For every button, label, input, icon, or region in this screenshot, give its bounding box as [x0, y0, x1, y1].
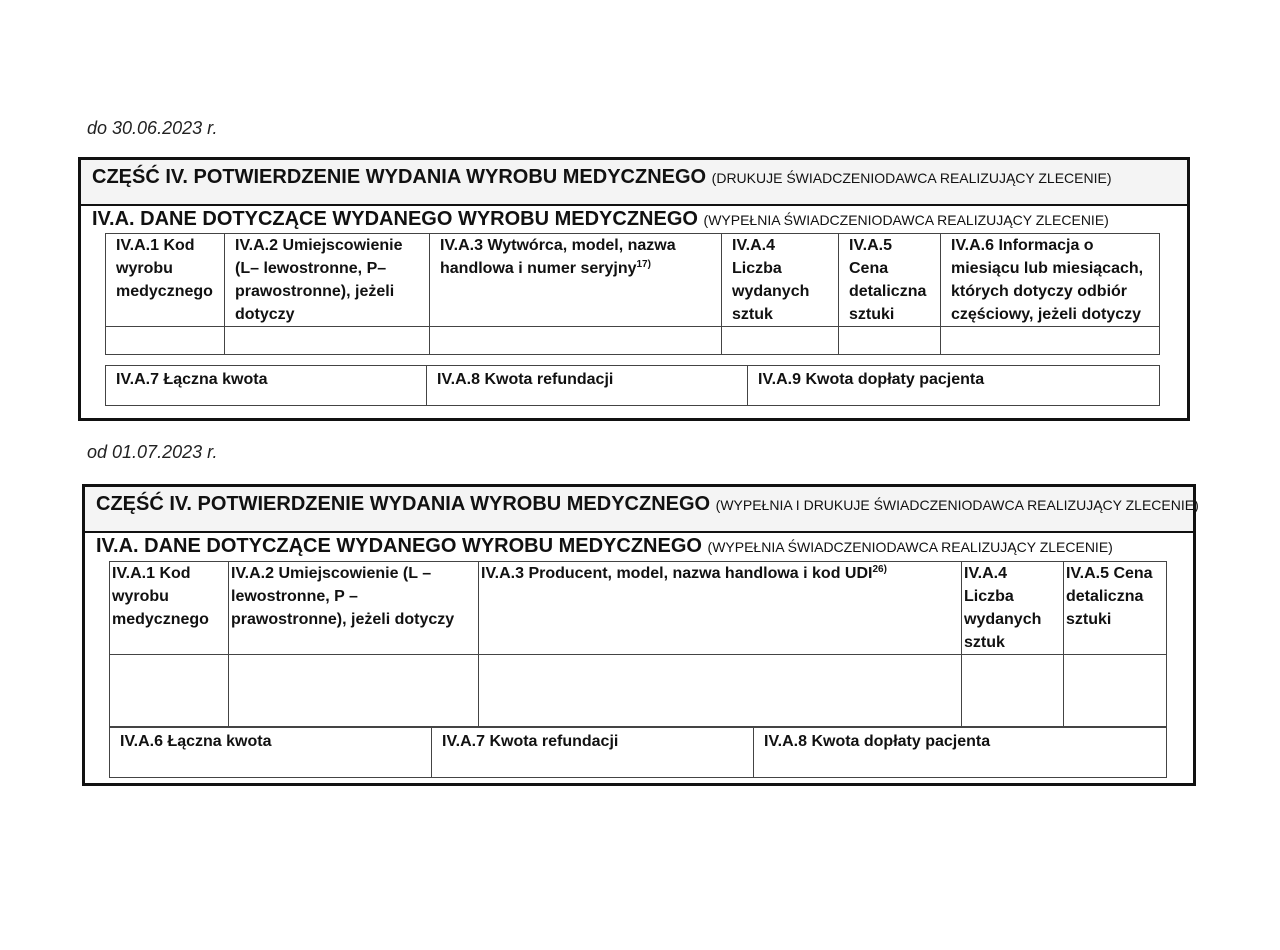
form-part-iv-new: [82, 484, 1199, 786]
refund-amount-field[interactable]: IV.A.7 Kwota refundacji: [432, 728, 754, 778]
section-title-text: IV.A. DANE DOTYCZĄCE WYDANEGO WYROBU MEDYCZNEGO: [92, 208, 698, 230]
column-header: IV.A.4 Liczba wydanych sztuk: [722, 234, 839, 327]
section-note: (WYPEŁNIA ŚWIADCZENIODAWCA REALIZUJĄCY ZLECENIE): [703, 212, 1109, 228]
date-label: do 30.06.2023 r.: [87, 118, 218, 138]
input-cell[interactable]: [110, 655, 229, 727]
patient-copay-field[interactable]: IV.A.9 Kwota dopłaty pacjenta: [748, 366, 1160, 406]
item-table: [105, 233, 1160, 355]
column-header: IV.A.4 Liczba wydanych sztuk: [962, 562, 1064, 655]
form-part-iv-old: [78, 157, 1190, 421]
footnote-marker: 17): [636, 259, 651, 270]
input-cell[interactable]: [106, 327, 225, 355]
input-cell[interactable]: [1064, 655, 1167, 727]
part-note: (DRUKUJE ŚWIADCZENIODAWCA REALIZUJĄCY ZLECENIE): [711, 170, 1112, 186]
input-cell[interactable]: [962, 655, 1064, 727]
column-header: IV.A.2 Umiejscowienie (L– lewostronne, P–prawostronne), jeżeli dotyczy: [225, 234, 430, 327]
patient-copay-field[interactable]: IV.A.8 Kwota dopłaty pacjenta: [754, 728, 1167, 778]
part-title: CZĘŚĆ IV. POTWIERDZENIE WYDANIA WYROBU MEDYCZNEGO: [92, 166, 707, 188]
column-header: IV.A.2 Umiejscowienie (L – lewostronne, P – prawostronne), jeżeli dotyczy: [229, 562, 479, 655]
section-note: (WYPEŁNIA ŚWIADCZENIODAWCA REALIZUJĄCY ZLECENIE): [707, 539, 1113, 555]
column-header: IV.A.5 Cena detaliczna sztuki: [839, 234, 941, 327]
totals-table: [105, 365, 1160, 406]
input-cell[interactable]: [430, 327, 722, 355]
section-title: [96, 535, 1113, 558]
refund-amount-field[interactable]: IV.A.8 Kwota refundacji: [427, 366, 748, 406]
part-note: (WYPEŁNIA I DRUKUJE ŚWIADCZENIODAWCA REALIZUJĄCY ZLECENIE): [715, 497, 1199, 513]
column-header: IV.A.6 Informacja o miesiącu lub miesiącach, których dotyczy odbiór częściowy, jeżeli dotyczy: [941, 234, 1160, 327]
input-cell[interactable]: [722, 327, 839, 355]
section-title: [92, 208, 1109, 231]
total-amount-field[interactable]: IV.A.7 Łączna kwota: [106, 366, 427, 406]
input-cell[interactable]: [229, 655, 479, 727]
column-header: IV.A.1 Kod wyrobu medycznego: [106, 234, 225, 327]
footnote-marker: 26): [872, 564, 887, 575]
totals-table: [109, 727, 1167, 778]
input-cell[interactable]: [479, 655, 962, 727]
total-amount-field[interactable]: IV.A.6 Łączna kwota: [110, 728, 432, 778]
part-header: [85, 487, 1199, 533]
input-cell[interactable]: [225, 327, 430, 355]
column-header: IV.A.3 Producent, model, nazwa handlowa i kod UDI$^{26)}$: [479, 562, 962, 655]
column-header: IV.A.1 Kod wyrobu medycznego: [110, 562, 229, 655]
part-title: CZĘŚĆ IV. POTWIERDZENIE WYDANIA WYROBU MEDYCZNEGO: [96, 493, 711, 515]
section-title-text: IV.A. DANE DOTYCZĄCE WYDANEGO WYROBU MEDYCZNEGO: [96, 535, 702, 557]
part-header: [81, 160, 1187, 206]
input-cell[interactable]: [839, 327, 941, 355]
column-header: IV.A.5 Cena detaliczna sztuki: [1064, 562, 1167, 655]
input-cell[interactable]: [941, 327, 1160, 355]
item-table: [109, 561, 1167, 727]
date-label: od 01.07.2023 r.: [87, 442, 218, 462]
column-header: IV.A.3 Wytwórca, model, nazwa handlowa i numer seryjny$^{17)}$: [430, 234, 722, 327]
